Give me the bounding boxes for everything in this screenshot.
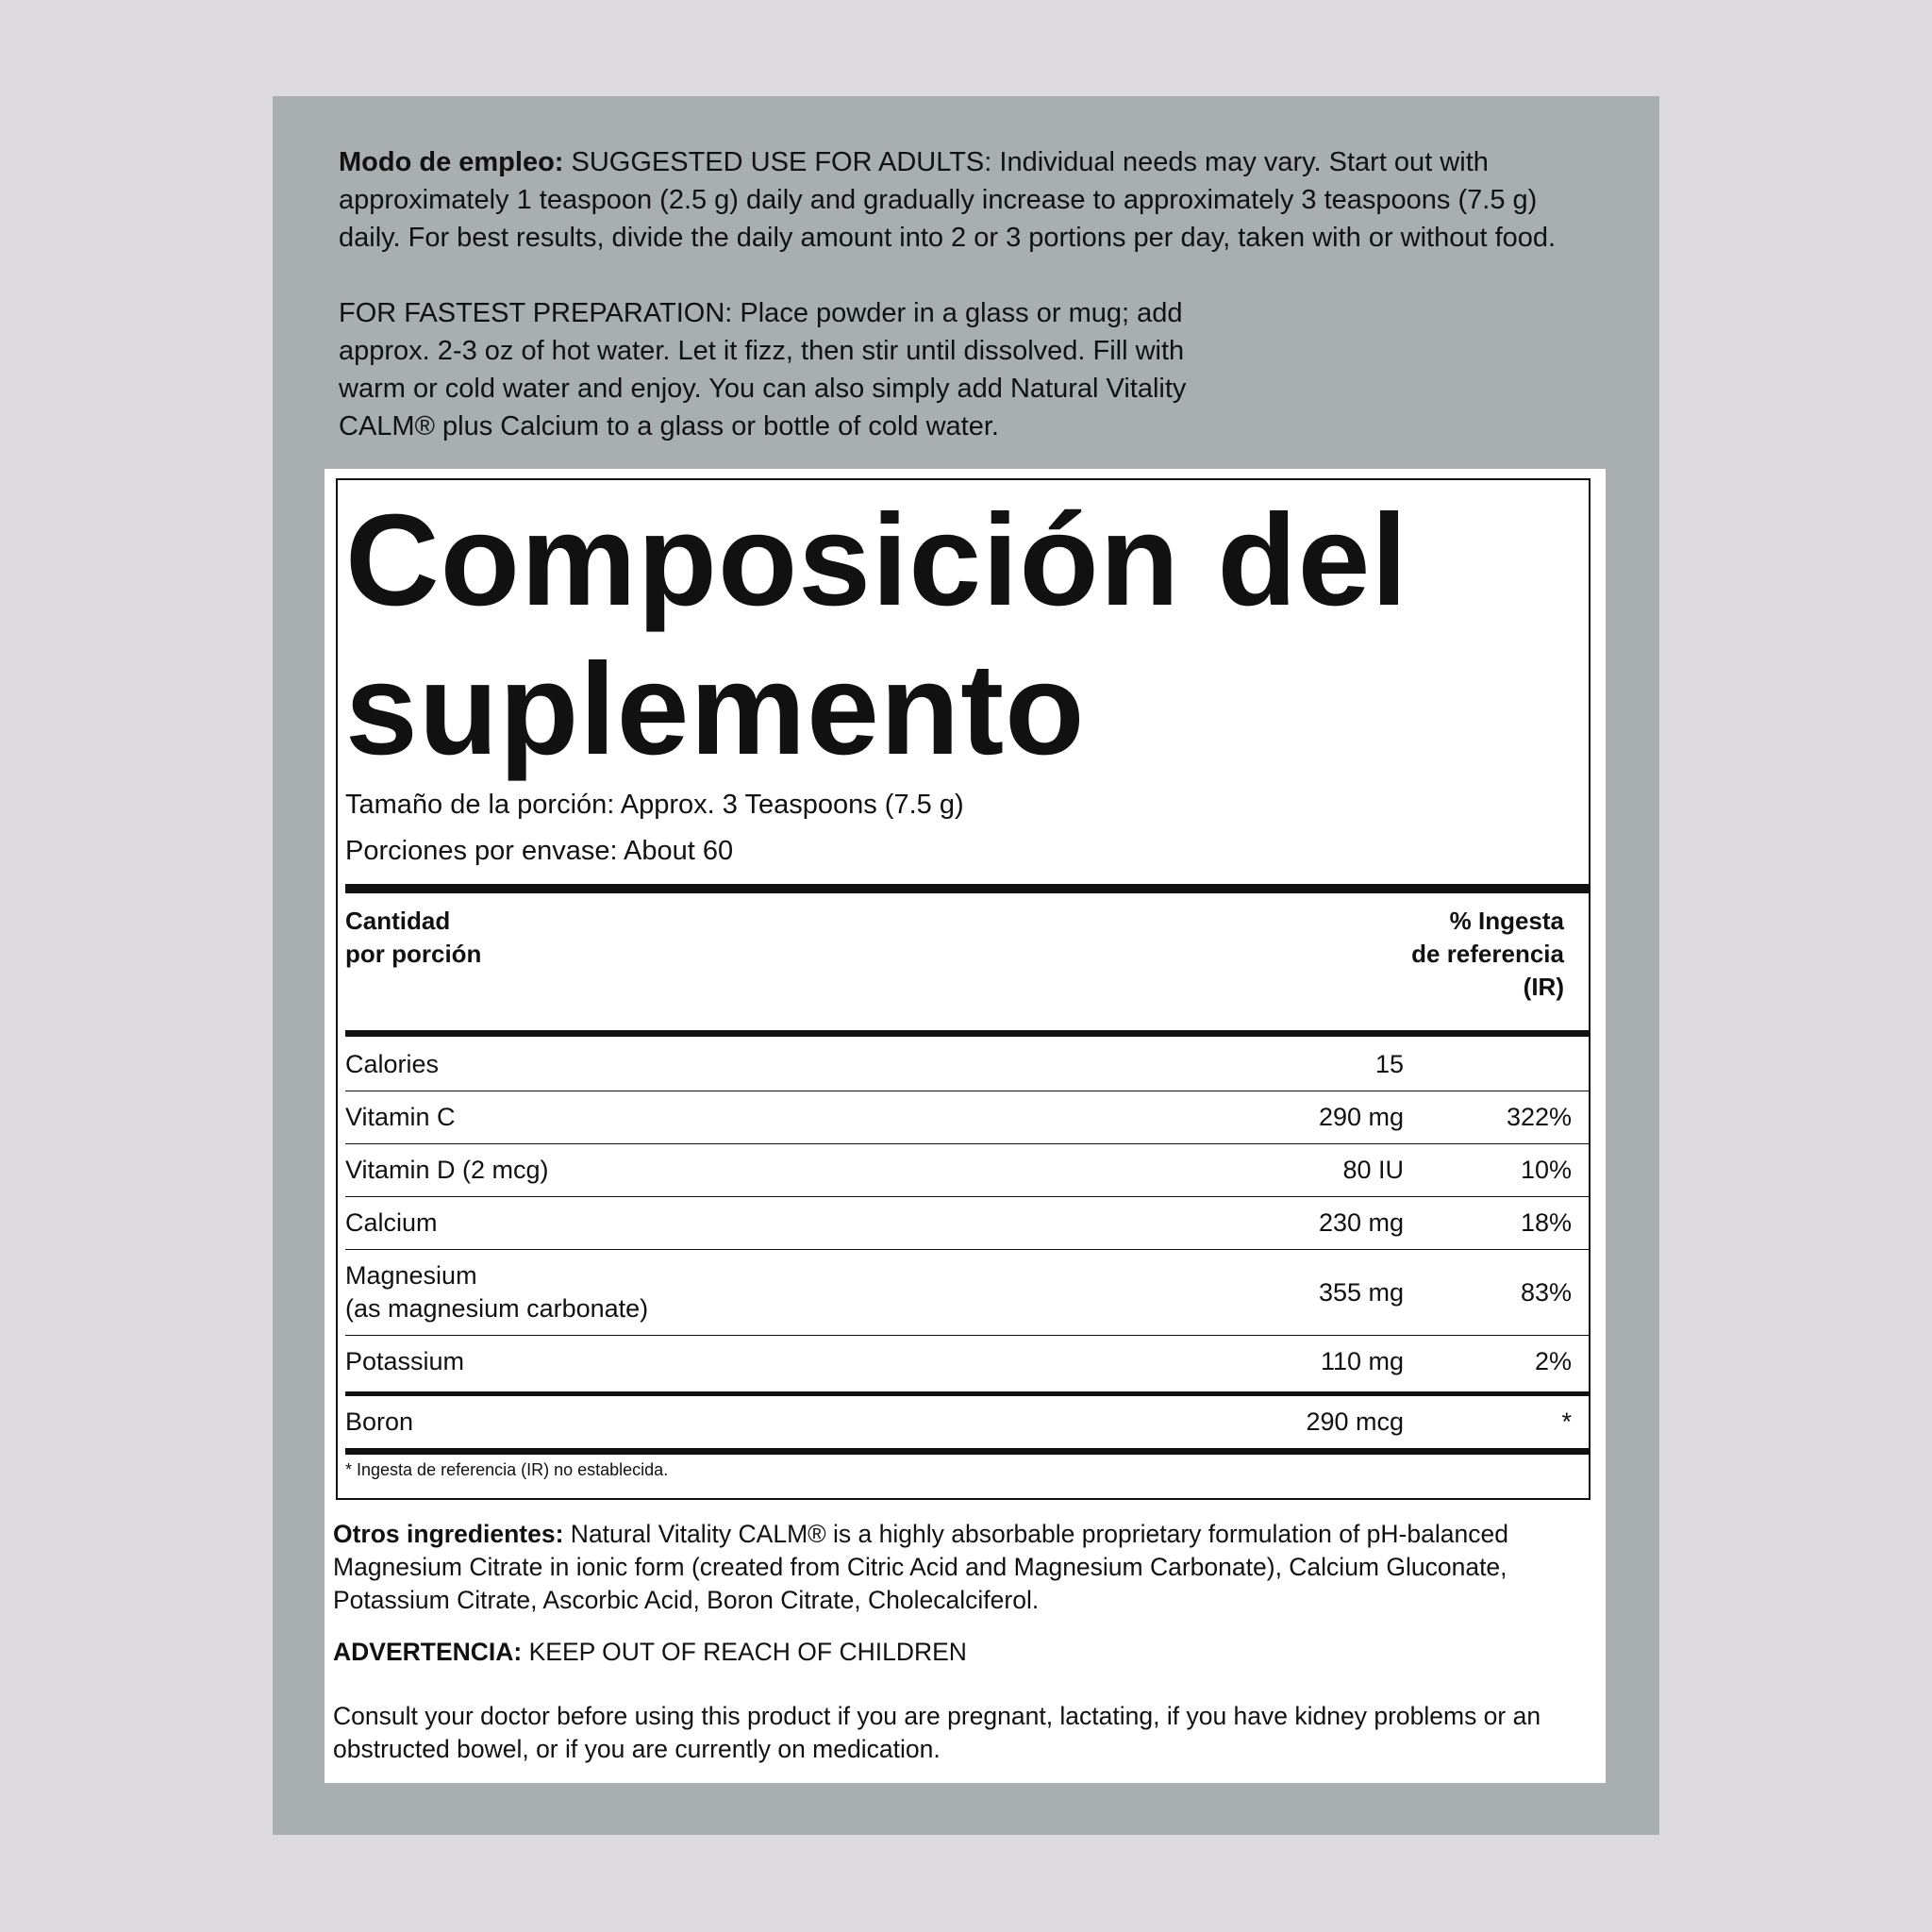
other-ingredients	[333, 1518, 1597, 1617]
nutrient-percent: 83%	[1520, 1278, 1572, 1307]
nutrient-name: Calcium	[345, 1208, 438, 1237]
facts-title-line1: Composición del	[345, 488, 1408, 633]
warning-text: KEEP OUT OF REACH OF CHILDREN	[522, 1638, 967, 1666]
nutrient-percent: 10%	[1520, 1156, 1572, 1184]
preparation-text: FOR FASTEST PREPARATION: Place powder in a glass or mug; add approx. 2-3 oz of hot water. Let it fizz, then stir until dissolved. Fill with warm or cold water and enjoy. You can also simply add Natural Vitality CALM® plus Calcium to a glass or bottle of cold water.	[339, 298, 1187, 441]
usage-text: SUGGESTED USE FOR ADULTS: Individual needs may vary. Start out with approximately 1 teaspoon (2.5 g) daily and gradually increase to approximately 3 teaspoons (7.5 g) daily. For best results, divide the daily amount into 2 or 3 portions per day, taken with or without food.	[339, 147, 1557, 253]
thick-rule-top	[345, 884, 1589, 893]
nutrient-amount: 110 mg	[1320, 1347, 1404, 1375]
nutrient-amount: 290 mcg	[1306, 1407, 1404, 1436]
nutrient-amount: 15	[1374, 1050, 1404, 1078]
nutrient-name-line1: Magnesium	[345, 1261, 477, 1290]
nutrient-amount: 80 IU	[1342, 1156, 1404, 1184]
table-row	[345, 1091, 1589, 1144]
table-row	[345, 1039, 1589, 1091]
table-row	[345, 1396, 1589, 1448]
nutrient-name: Boron	[345, 1407, 414, 1436]
header-ri-line2: de referencia	[1411, 940, 1564, 968]
nutrient-table	[345, 1039, 1589, 1389]
nutrient-amount: 290 mg	[1318, 1103, 1404, 1131]
nutrient-name-line2: (as magnesium carbonate)	[345, 1294, 649, 1323]
nutrient-percent: 18%	[1520, 1208, 1572, 1237]
nutrient-name: Calories	[345, 1050, 440, 1078]
warning	[333, 1636, 1597, 1669]
white-panel	[325, 469, 1606, 1783]
header-ri-line3: (IR)	[1523, 973, 1564, 1001]
nutrient-percent: *	[1561, 1407, 1572, 1436]
other-ingredients-text: Natural Vitality CALM® is a highly absorbable proprietary formulation of pH-balanced Magnesium Citrate in ionic form (created from Citric Acid and Magnesium Carbonate), Calcium Gluconate, Potassium Citrate, Ascorbic Acid, Boron Citrate, Cholecalciferol.	[333, 1520, 1508, 1614]
nutrient-name	[345, 1259, 648, 1325]
nutrient-percent: 2%	[1534, 1347, 1572, 1375]
servings-per-container: Porciones por envase: About 60	[345, 836, 734, 866]
nutrient-amount: 230 mg	[1318, 1208, 1404, 1237]
label-card	[273, 96, 1659, 1835]
nutrient-name: Vitamin C	[345, 1103, 456, 1131]
nutrient-table-boron	[345, 1396, 1589, 1448]
facts-title-line2: suplemento	[345, 637, 1086, 782]
warning-label: ADVERTENCIA:	[333, 1638, 523, 1666]
other-ingredients-section	[333, 1518, 1597, 1766]
nutrient-amount: 355 mg	[1318, 1278, 1404, 1307]
facts-title	[345, 486, 1572, 784]
table-row	[345, 1144, 1589, 1197]
consult-text: Consult your doctor before using this product if you are pregnant, lactating, if you have kidney problems or an obstructed bowel, or if you are currently on medication.	[333, 1702, 1541, 1763]
thick-rule-header	[345, 1030, 1589, 1037]
header-amount	[345, 905, 481, 971]
table-row	[345, 1197, 1589, 1250]
usage-label: Modo de empleo:	[339, 147, 564, 177]
header-amount-line1: Cantidad	[345, 907, 451, 935]
nutrient-percent: 322%	[1506, 1103, 1572, 1131]
header-ri-line1: % Ingesta	[1449, 907, 1564, 935]
thick-rule-bottom	[345, 1448, 1589, 1455]
table-row	[345, 1336, 1589, 1389]
footnote: * Ingesta de referencia (IR) no establecida.	[345, 1460, 669, 1479]
nutrient-name: Potassium	[345, 1347, 465, 1375]
usage-paragraph	[339, 143, 1603, 257]
serving-info	[345, 782, 964, 874]
header-reference-intake	[1411, 905, 1564, 1004]
supplement-facts-box	[336, 478, 1591, 1500]
serving-size: Tamaño de la porción: Approx. 3 Teaspoons (7.5 g)	[345, 790, 964, 820]
other-ingredients-label: Otros ingredientes:	[333, 1520, 564, 1548]
usage-section	[339, 143, 1603, 445]
header-amount-line2: por porción	[345, 940, 482, 968]
table-row	[345, 1250, 1589, 1336]
nutrient-name: Vitamin D (2 mcg)	[345, 1156, 549, 1184]
